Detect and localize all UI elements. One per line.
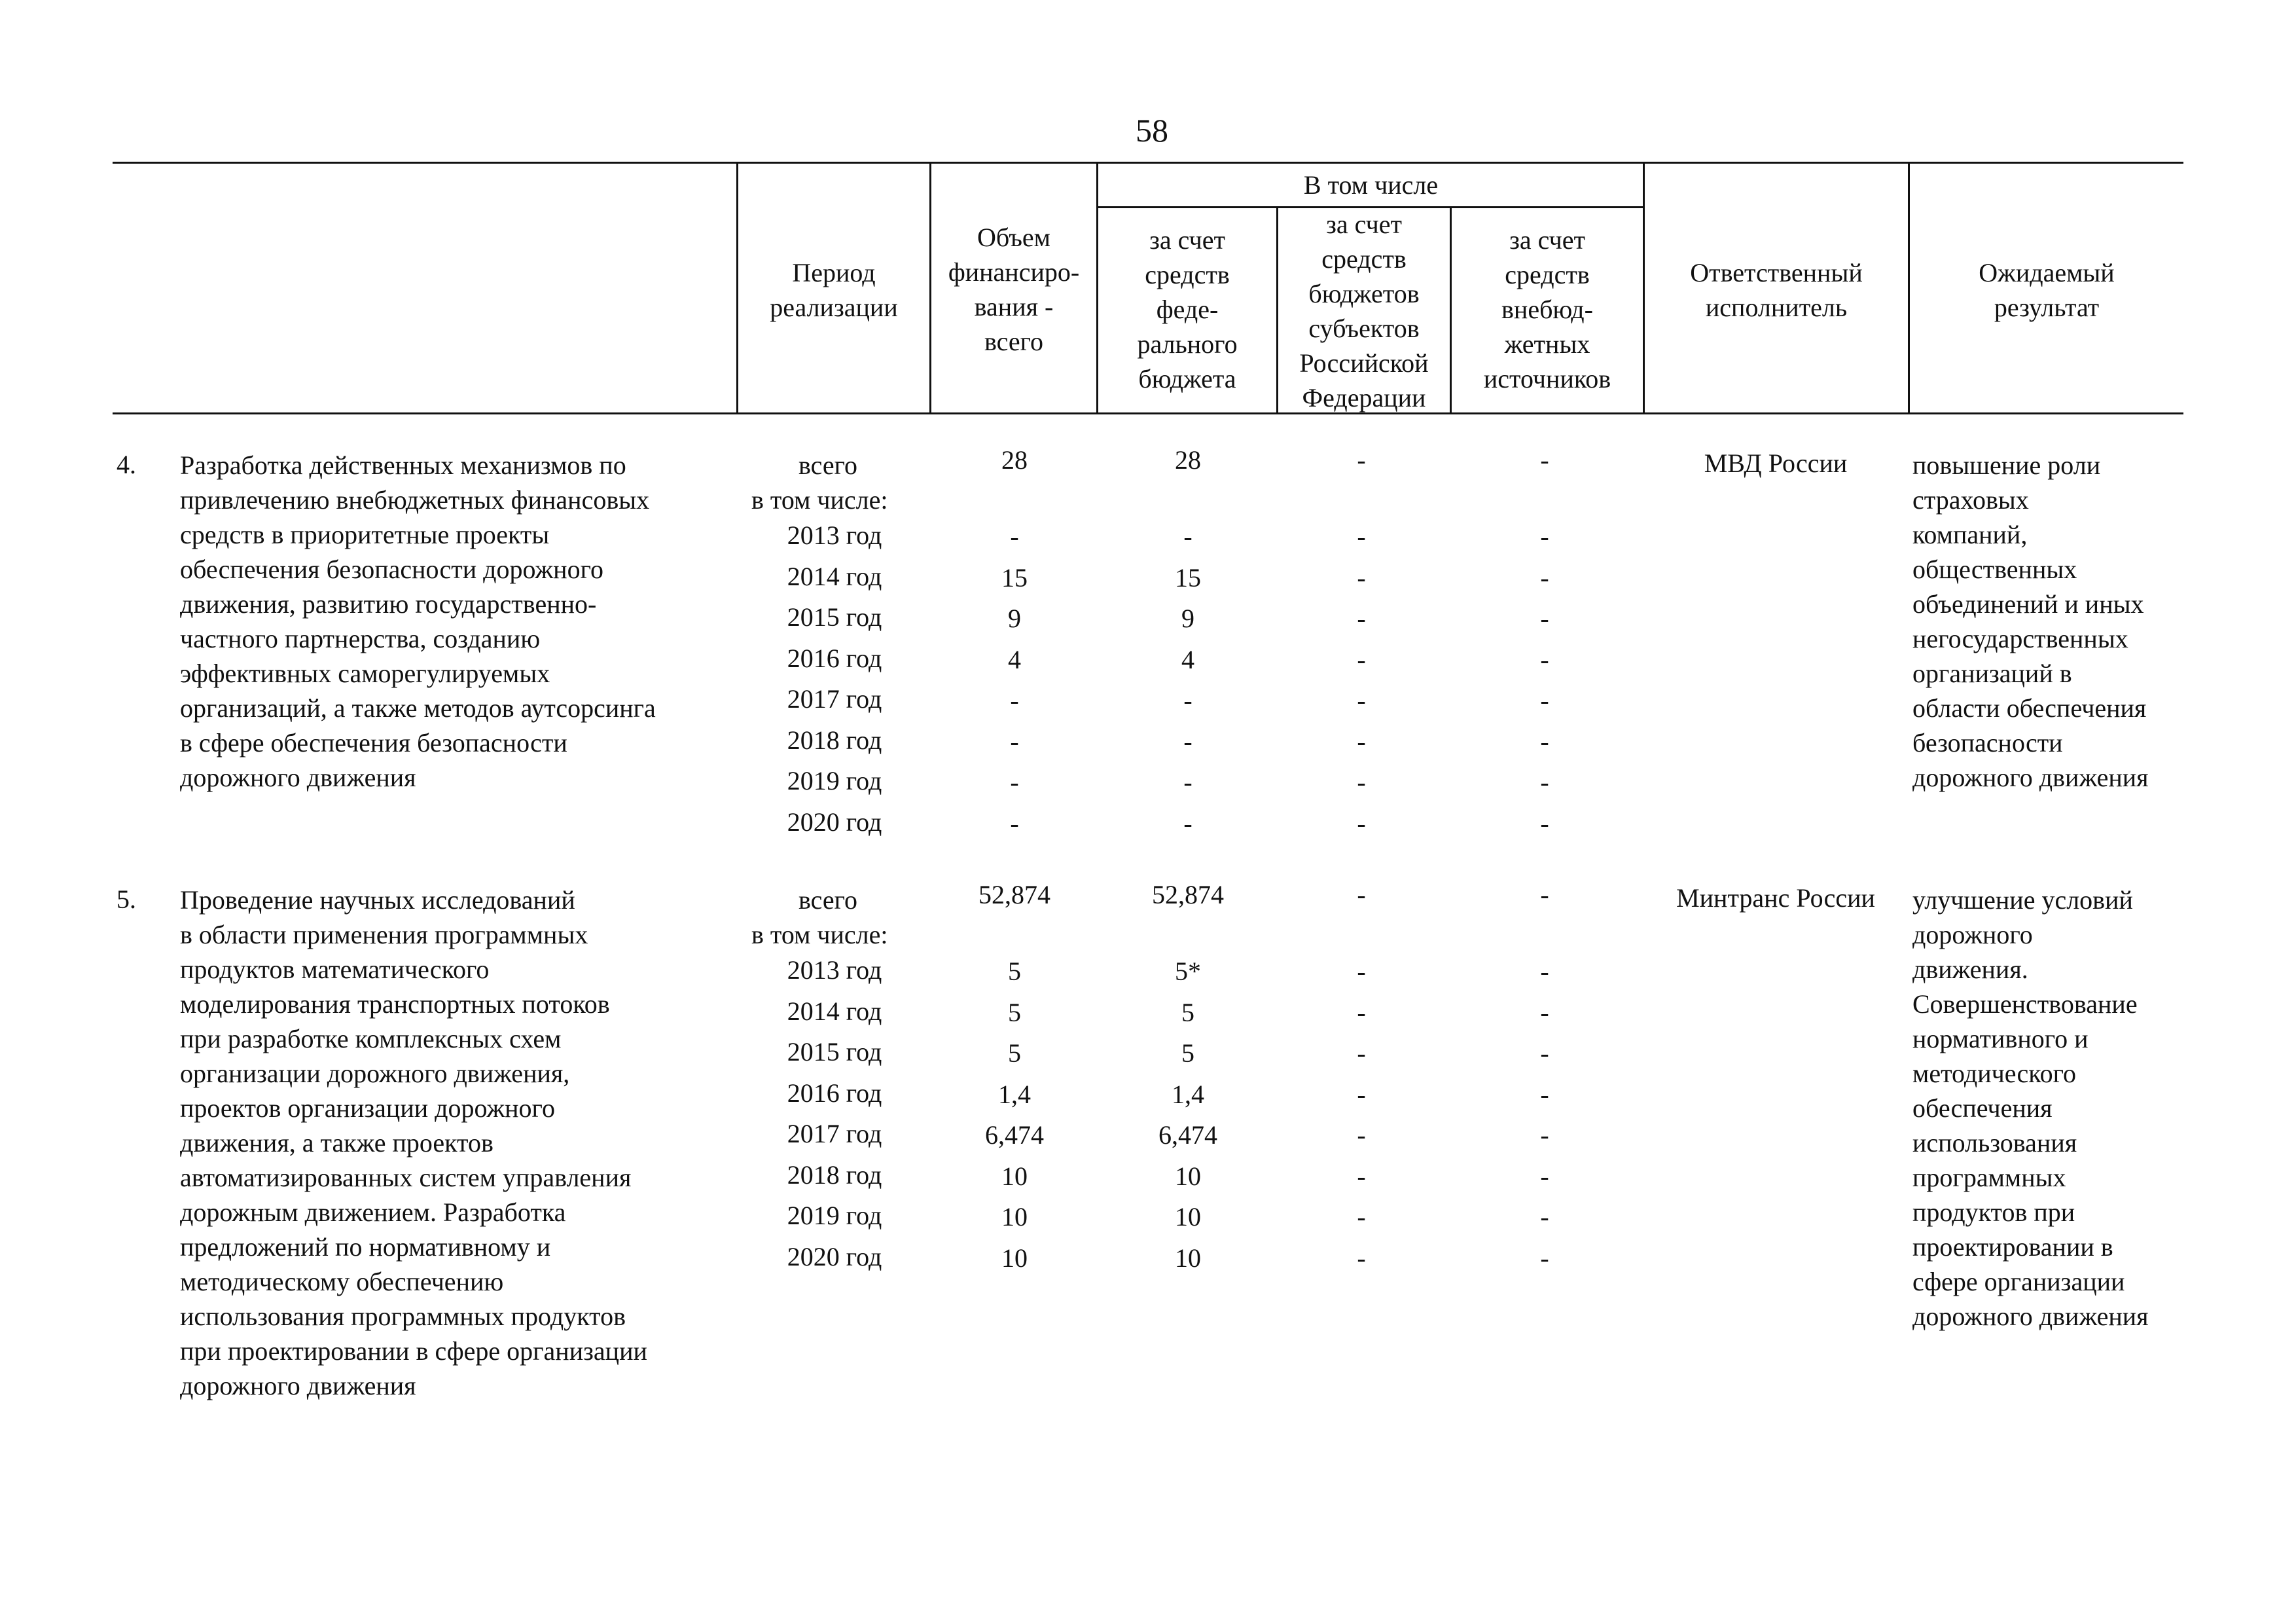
row-5-responsible: Минтранс России [1676,883,1875,913]
row-4-period-total: всего [798,450,858,480]
header-federal: за счет средств феде- рального бюджета [1137,225,1238,393]
row-4-result: повышение роли страховых компаний, общественных объединений и иных негосударственных организаций в области обеспечения безопасности дорожного движения [1912,450,2149,792]
row-5-volume: 52,874 5 5 5 1,4 6,474 10 10 10 [978,880,1050,1273]
row-4-volume: 28 - 15 9 4 - - - - [1001,445,1028,838]
row-5-description: Проведение научных исследований в области применения программных продуктов математического моделирования транспортных потоков при разработке комплексных схем организации дорожного движения, проектов организации дорожного движения, а также проектов автоматизированных систем управления дорожным движением. Разработка предложений по нормативному и методическому обеспечению использования программных продуктов при проектировании в сфере организации дорожного движения [180,885,647,1400]
row-5-result: улучшение условий дорожного движения. Совершенствование нормативного и методического обеспечения использования программных продуктов при проектировании в сфере организации дорожного движения [1912,885,2149,1331]
header-period: Период реализации [770,258,898,322]
row-5-federal: 52,874 5* 5 5 1,4 6,474 10 10 10 [1152,880,1224,1273]
row-4-years: 2013 год 2014 год 2015 год 2016 год 2017 год 2018 год 2019 год 2020 год [787,520,882,837]
row-4-responsible: МВД России [1704,448,1848,478]
row-4-number: 4. [117,450,136,479]
header-extra: за счет средств внебюд- жетных источников [1483,225,1611,393]
header-bottom-border [113,412,2183,414]
row-5-regional: - - - - - - - - - [1357,880,1366,1273]
row-4-description: Разработка действенных механизмов по привлечению внебюджетных финансовых средств в приоритетные проекты обеспечения безопасности дорожного движения, развитию государственно- частного партнерства, созданию эффективных саморегулируемых организаций, а также методов аутсорсинга в сфере обеспечения безопасности дорожного движения [180,450,656,792]
header-regional: за счет средств бюджетов субъектов Российской Федерации [1299,210,1429,412]
row-5-years: 2013 год 2014 год 2015 год 2016 год 2017 год 2018 год 2019 год 2020 год [787,955,882,1271]
header-result: Ожидаемый результат [1979,258,2115,322]
row-5-extra: - - - - - - - - - [1540,880,1549,1273]
row-4-regional: - - - - - - - - - [1357,445,1366,838]
row-4-federal: 28 - 15 9 4 - - - - [1175,445,1201,838]
row-4-period-including: в том числе: [751,485,888,515]
row-4-extra: - - - - - - - - - [1540,445,1549,838]
row-5-period-total: всего [798,885,858,915]
header-including: В том числе [1303,170,1439,200]
header-volume: Объем финансиро- вания - всего [948,223,1080,356]
table-top-border [113,162,2183,164]
header-responsible: Ответственный исполнитель [1690,258,1863,322]
row-5-period-including: в том числе: [751,920,888,949]
page-number: 58 [1136,112,1168,149]
row-5-number: 5. [117,884,136,914]
